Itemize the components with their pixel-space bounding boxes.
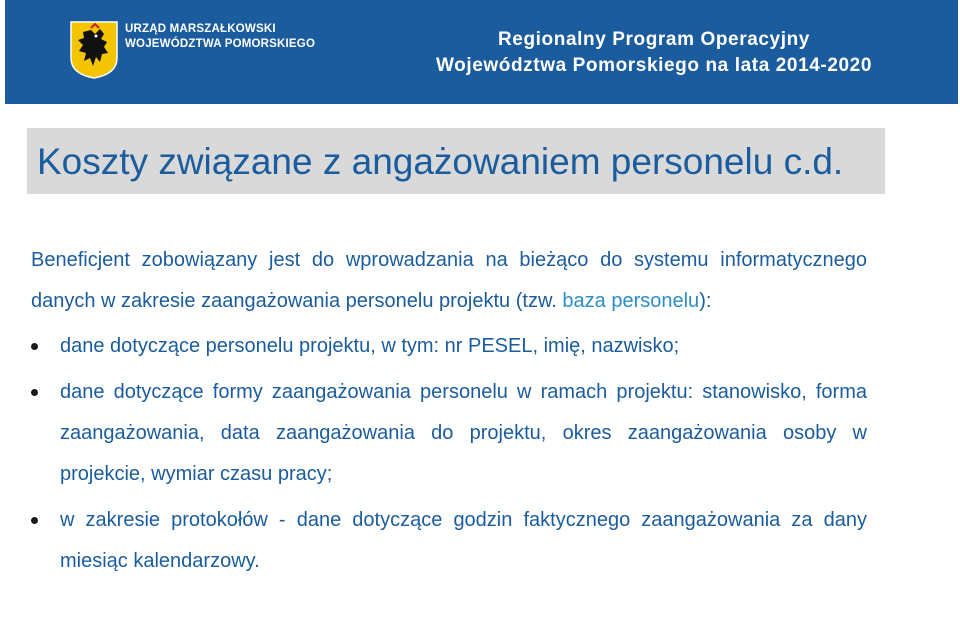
- organization-name: URZĄD MARSZAŁKOWSKI WOJEWÓDZTWA POMORSKIEGO: [125, 23, 316, 50]
- list-item-text: dane dotyczące formy zaangażowania personelu w ramach projektu: stanowisko, forma zaangażowania, data zaangażowania do projektu, okres zaangażowania osoby w projekcie, wymiar czasu pracy;: [60, 381, 867, 485]
- bullet-dot-icon: [31, 389, 38, 396]
- slide-content: [31, 240, 867, 587]
- griffin-coat-of-arms-icon: [69, 20, 119, 80]
- bullet-dot-icon: [31, 517, 38, 524]
- program-title: [436, 27, 872, 79]
- slide-title: Koszty związane z angażowaniem personelu c.d.: [37, 141, 844, 182]
- program-title-line2: Województwa Pomorskiego na lata 2014-2020: [435, 55, 872, 76]
- intro-paragraph: [31, 240, 867, 322]
- title-bar: [27, 128, 885, 194]
- list-item: [31, 372, 867, 495]
- bullet-dot-icon: [31, 343, 38, 350]
- list-item-text: w zakresie protokołów - dane dotyczące godzin faktycznego zaangażowania za dany miesiąc kalendarzowy.: [60, 509, 867, 572]
- list-item-text: dane dotyczące personelu projektu, w tym: nr PESEL, imię, nazwisko;: [60, 335, 680, 357]
- intro-highlight: baza personelu: [562, 290, 700, 312]
- intro-text-end: ):: [699, 290, 712, 312]
- intro-text-start: Beneficjent zobowiązany jest do wprowadzania na bieżąco do systemu informatycznego danych w zakresie zaangażowania personelu projektu (tzw.: [31, 249, 867, 312]
- bullet-list: [31, 326, 867, 582]
- header-banner: [5, 0, 958, 104]
- list-item: [31, 326, 867, 367]
- program-title-line1: Regionalny Program Operacyjny: [497, 29, 810, 50]
- list-item: [31, 500, 867, 582]
